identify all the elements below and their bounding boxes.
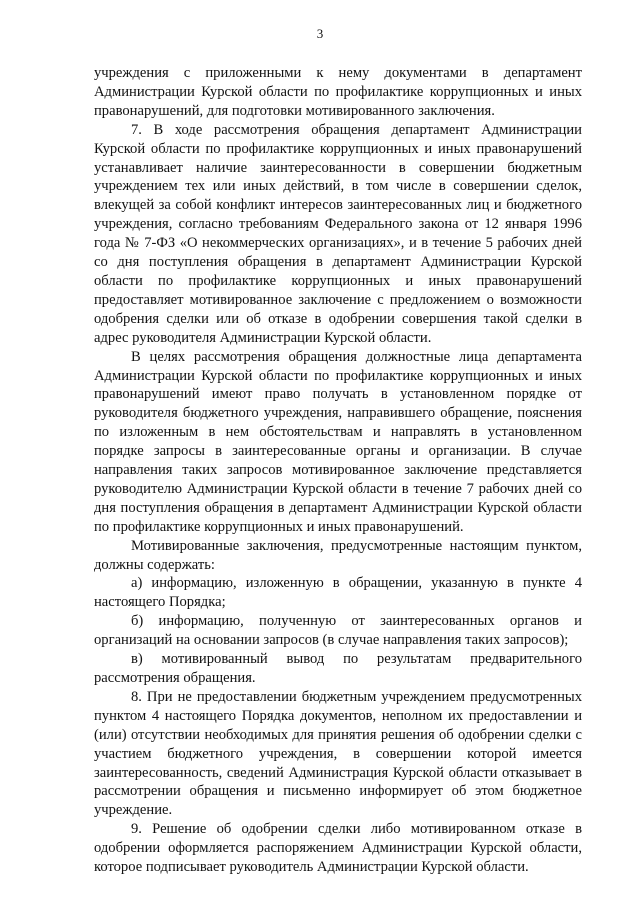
paragraph-clause-7-rights: В целях рассмотрения обращения должностные лица департамента Администрации Курской области по профилактике коррупционных и иных правонарушений имеют право получать в установленном порядке от руководителя бюджетного учреждения, направившего обращение, пояснения по изложенным в нем обстоятельствам и направлять в установленном порядке запросы в заинтересованные органы и организации. В случае направления таких запросов мотивированное заключение представляется руководителю Администрации Курской области в течение 7 рабочих дней со дня поступления обращения в департамент Администрации Курской области по профилактике коррупционных и иных правонарушений. [94, 348, 582, 535]
paragraph-clause-7: 7. В ходе рассмотрения обращения департамент Администрации Курской области по профилактике коррупционных и иных правонарушений устанавливает наличие заинтересованности в совершении бюджетным учреждением тех или иных действий, в том числе в совершении сделок, влекущей за собой конфликт интересов заинтересованных лиц и бюджетного учреждения, согласно требованиям Федерального закона от 12 января 1996 года № 7-ФЗ «О некоммерческих организациях», и в течение 5 рабочих дней со дня поступления обращения в департамент Администрации Курской области по профилактике коррупционных и иных правонарушений предоставляет мотивированное заключение с предложением о возможности одобрения сделки или об отказе в одобрении совершения такой сделки в адрес руководителя Администрации Курской области. [94, 121, 582, 346]
paragraph-item-b: б) информацию, полученную от заинтересованных органов и организаций на основании запросов (в случае направления таких запросов); [94, 613, 582, 649]
document-body [94, 64, 582, 877]
paragraph-clause-9: 9. Решение об одобрении сделки либо мотивированном отказе в одобрении оформляется распоряжением Администрации Курской области, которое подписывает руководитель Администрации Курской области. [94, 821, 582, 876]
page-number: 3 [316, 26, 324, 41]
paragraph-item-a: а) информацию, изложенную в обращении, указанную в пункте 4 настоящего Порядка; [94, 575, 582, 611]
paragraph-clause-7-contents: Мотивированные заключения, предусмотренные настоящим пунктом, должны содержать: [94, 537, 582, 573]
paragraph-item-v: в) мотивированный вывод по результатам предварительного рассмотрения обращения. [94, 651, 582, 686]
paragraph-continuation: учреждения с приложенными к нему документами в департамент Администрации Курской области по профилактике коррупционных и иных правонарушений, для подготовки мотивированного заключения. [94, 65, 582, 119]
paragraph-clause-8: 8. При не предоставлении бюджетным учреждением предусмотренных пунктом 4 настоящего Порядка документов, неполном их предоставлении и (или) отсутствии необходимых для принятия решения об одобрении сделки с участием бюджетного учреждения, в совершении которой имеется заинтересованность, сведений Администрация Курской области отказывает в рассмотрении обращения и письменно информирует об этом бюджетное учреждение. [94, 688, 582, 819]
